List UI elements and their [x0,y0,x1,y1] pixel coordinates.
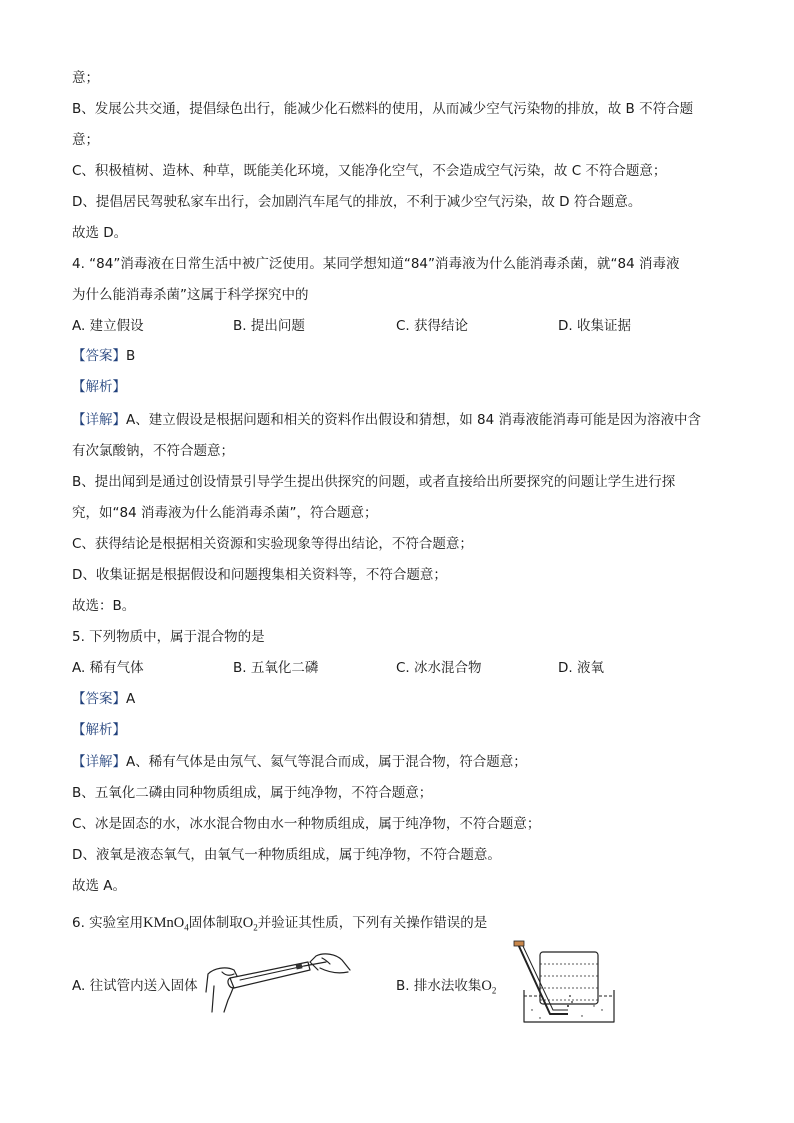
text-line: D、提倡居民驾驶私家车出行，会加剧汽车尾气的排放，不利于减少空气污染，故 D 符合题意。 [72,194,642,210]
text-line: 故选 D。 [72,225,128,241]
question-4-stem: 4. “84”消毒液在日常生活中被广泛使用。某同学想知道“84”消毒液为什么能消毒杀菌，就“84 消毒液 [72,256,680,272]
text-line: C、获得结论是根据相关资源和实验现象等得出结论，不符合题意； [72,536,473,552]
text-line: 有次氯酸钠，不符合题意； [72,443,234,459]
q4-option-a: A. 建立假设 [72,318,144,334]
question-5-stem: 5. 下列物质中，属于混合物的是 [72,629,265,645]
q4-analysis-heading [72,377,126,397]
q5-option-c: C. 冰水混合物 [396,660,482,676]
text-line: D、收集证据是根据假设和问题搜集相关资料等，不符合题意； [72,567,447,583]
q6-option-b: B. 排水法收集$O_2$ [396,978,497,996]
q6-option-a: A. 往试管内送入固体 [72,978,198,994]
text-line: 故选：B。 [72,598,136,614]
q5-option-b: B. 五氧化二磷 [233,660,319,676]
text-line: B、提出闻到是通过创设情景引导学生提出供探究的问题，或者直接给出所要探究的问题让学生进行探 [72,474,676,490]
text-line: 故选 A。 [72,878,127,894]
text-line: 意； [72,70,99,86]
q4-detail-line: 【 详解 】 A、建立假设是根据问题和相关的资料作出假设和猜想，如 84 消毒液能消毒可能是因为溶液中含 [72,410,701,430]
q4-option-d: D. 收集证据 [558,318,631,334]
q5-analysis-heading: 【 解析 】 [72,720,126,740]
q4-option-b: B. 提出问题 [233,318,305,334]
water-displacement-illustration [510,940,620,1026]
q5-option-a: A. 稀有气体 [72,660,144,676]
text-line: B、发展公共交通，提倡绿色出行，能减少化石燃料的使用，从而减少空气污染物的排放，故 B 不符合题 [72,101,694,117]
q5-option-d: D. 液氧 [558,660,604,676]
text-line: C、积极植树、造林、种草，既能美化环境，又能净化空气，不会造成空气污染，故 C 不符合题意； [72,163,667,179]
detail-tag: 【 详解 】 [72,412,126,428]
q4-option-c: C. 获得结论 [396,318,469,334]
text-line: B、五氧化二磷由同种物质组成，属于纯净物，不符合题意； [72,785,433,801]
text-line: C、冰是固态的水，冰水混合物由水一种物质组成，属于纯净物，不符合题意； [72,816,541,832]
q5-detail-line: 【 详解 】 A、稀有气体是由氖气、氦气等混合而成，属于混合物，符合题意； [72,752,527,772]
test-tube-loading-illustration [204,948,354,1014]
text-line: D、液氧是液态氧气，由氧气一种物质组成，属于纯净物，不符合题意。 [72,847,501,863]
question-6-stem: 6. 实验室用KMnO$_4$固体制取$O_2$并验证其性质，下列有关操作错误的是 [72,915,488,933]
text-line: 意； [72,132,99,148]
q4-answer [72,346,135,366]
q5-answer: 【 答案 】 A [72,689,135,709]
answer-tag: 【 答案 】 [72,348,126,364]
text-line: 究，如“84 消毒液为什么能消毒杀菌”，符合题意； [72,505,378,521]
q4-answer-value: B [126,348,136,364]
question-4-stem-cont: 为什么能消毒杀菌”这属于科学探究中的 [72,287,309,303]
analysis-tag: 【 解析 】 [72,379,126,395]
